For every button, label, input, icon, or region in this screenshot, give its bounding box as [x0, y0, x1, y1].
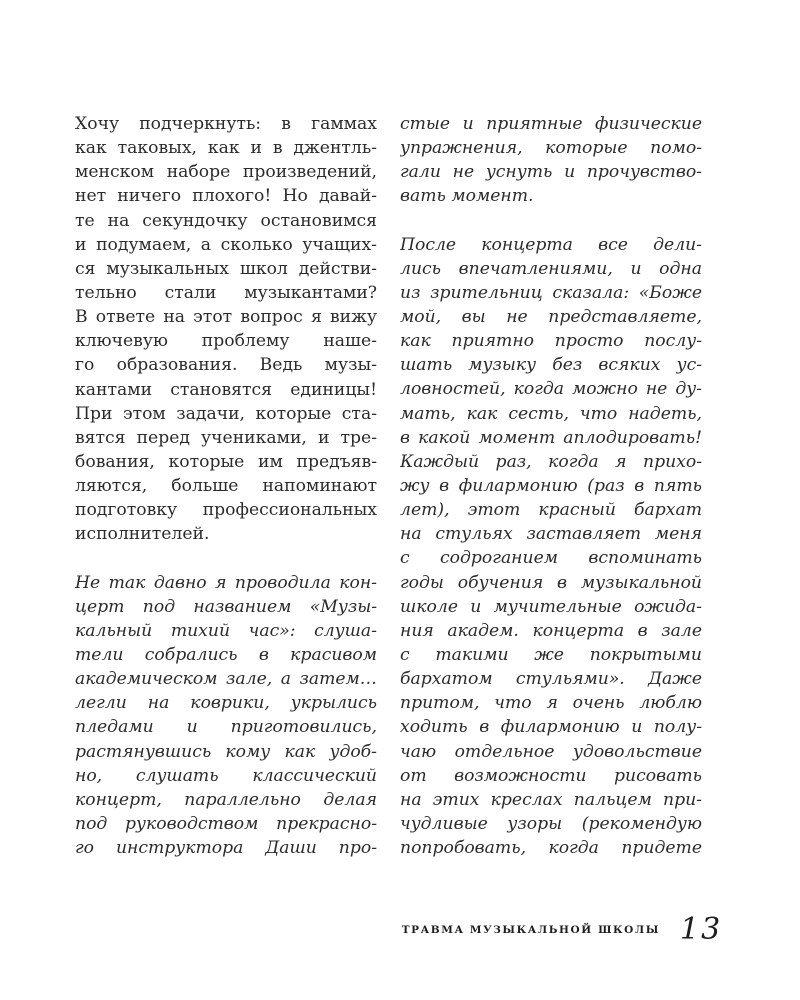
text-line: вятся перед учениками, и тре-: [75, 427, 377, 448]
right-paragraph-2: [400, 233, 702, 861]
text-line: чаю отдельное удовольствие: [400, 741, 702, 762]
text-line: те на секундочку остановимся: [75, 210, 377, 231]
text-line: Не так давно я проводила кон-: [75, 572, 377, 593]
text-line: кальный тихий час»: слуша-: [75, 620, 377, 641]
text-line: как приятно просто послу-: [400, 331, 702, 352]
text-line: тельно стали музыкантами?: [75, 282, 377, 303]
text-line: стые и приятные физические: [400, 114, 702, 134]
text-line: ния академ. концерта в зале: [400, 620, 702, 641]
text-line: мой, вы не представляете,: [400, 306, 702, 327]
text-line: но, слушать классический: [75, 765, 377, 786]
text-line: растянувшись кому как удоб-: [75, 741, 377, 762]
text-line: академическом зале, а затем…: [75, 669, 377, 690]
text-line: При этом задачи, которые ста-: [75, 403, 377, 424]
text-line: гали не уснуть и прочувство-: [400, 162, 702, 183]
text-line: После концерта все дели-: [400, 234, 702, 255]
text-line: церт под названием «Музы-: [75, 596, 377, 617]
paragraph-gap: [400, 209, 702, 233]
page-number: 13: [680, 912, 723, 947]
text-line: исполнителей.: [75, 524, 210, 545]
left-column: [75, 112, 377, 860]
right-paragraph-1: [400, 112, 702, 209]
text-line: школе и мучительные ожида-: [400, 596, 702, 617]
text-line: тели собрались в красивом: [75, 644, 377, 665]
text-line: бархатом стульями». Даже: [400, 669, 702, 690]
text-line: годы обучения в музыкальной: [400, 572, 702, 593]
text-line: ловностей, когда можно не ду-: [400, 379, 702, 400]
text-line: как таковых, как и в джентль-: [75, 138, 377, 159]
text-line: нет ничего плохого! Но давай-: [75, 186, 377, 207]
text-line: из зрительниц сказала: «Боже: [400, 282, 702, 303]
paragraph-gap: [75, 547, 377, 571]
text-line: ляются, больше напоминают: [75, 476, 377, 497]
text-line: и подумаем, а сколько учащих-: [75, 234, 377, 255]
text-line: мать, как сесть, что надеть,: [400, 403, 702, 424]
text-line: ходить в филармонию и полу-: [400, 717, 702, 738]
text-line: менском наборе произведений,: [75, 162, 377, 183]
text-line: бования, которые им предъяв-: [75, 451, 377, 472]
text-line: Хочу подчеркнуть: в гаммах: [75, 114, 377, 134]
text-line: Каждый раз, когда я прихо-: [400, 451, 702, 472]
text-line: ся музыкальных школ действи-: [75, 258, 377, 279]
text-line: с содроганием вспоминать: [400, 548, 702, 569]
left-paragraph-1: [75, 112, 377, 547]
text-line: попробовать, когда придете: [400, 838, 702, 859]
text-line: с такими же покрытыми: [400, 644, 702, 665]
text-line: жу в филармонию (раз в пять: [400, 475, 702, 496]
text-line: го образования. Ведь музы-: [75, 355, 377, 376]
text-line: чудливые узоры (рекомендую: [400, 813, 702, 834]
text-line: упражнения, которые помо-: [400, 138, 702, 159]
text-line: от возможности рисовать: [400, 765, 702, 786]
text-line: В ответе на этот вопрос я вижу: [75, 307, 377, 328]
page-footer: [0, 912, 800, 958]
text-line: го инструктора Даши про-: [75, 838, 377, 859]
text-line: кантами становятся единицы!: [75, 379, 377, 400]
text-line: пледами и приготовились,: [75, 717, 377, 738]
text-line: вать момент.: [400, 186, 534, 207]
text-line: концерт, параллельно делая: [75, 789, 377, 810]
text-line: на стульях заставляет меня: [400, 524, 702, 545]
text-line: на этих креслах пальцем при-: [400, 789, 702, 810]
text-line: ключевую проблему наше-: [75, 331, 377, 352]
text-line: под руководством прекрасно-: [75, 813, 377, 834]
running-head: ТРАВМА МУЗЫКАЛЬНОЙ ШКОЛЫ: [401, 924, 660, 936]
text-line: подготовку профессиональных: [75, 500, 377, 521]
right-column: [400, 112, 702, 860]
text-line: притом, что я очень люблю: [400, 693, 702, 714]
text-line: шать музыку без всяких ус-: [400, 355, 702, 376]
text-line: лись впечатлениями, и одна: [400, 258, 702, 279]
text-line: в какой момент аплодировать!: [400, 427, 702, 448]
text-line: легли на коврики, укрылись: [75, 693, 377, 714]
text-line: лет), этот красный бархат: [400, 500, 702, 521]
left-paragraph-2: [75, 571, 377, 861]
